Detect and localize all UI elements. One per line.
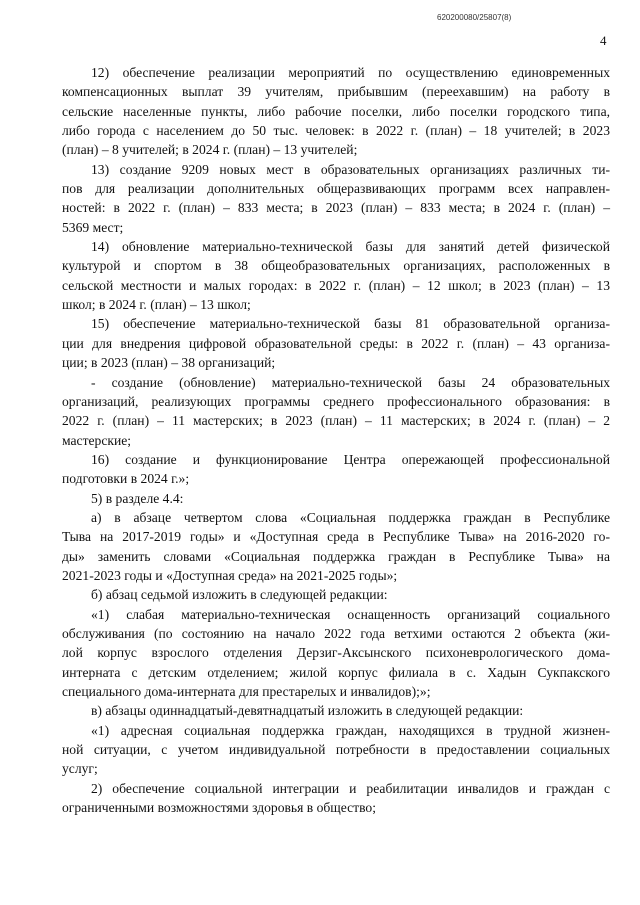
text-line: специального дома-интерната для престарелых и инвалидов);»; (62, 684, 431, 699)
text-line: б) абзац седьмой изложить в следующей редакции: (91, 587, 388, 603)
text-line: лой корпус взрослого отделения Дерзиг-Аксынского психоневрологического дома- (62, 645, 610, 661)
text-line: ной ситуации, с учетом индивидуальной потребности в предоставлении социальных (62, 742, 610, 758)
text-line: мастерские; (62, 432, 132, 448)
text-line: сельские населенные пункты, либо рабочие поселки, либо поселки городского типа, (62, 103, 610, 119)
text-line: Тыва на 2017-2019 годы» и «Доступная среда в Республике Тыва» на 2016-2020 го- (62, 529, 610, 545)
text-line: сельской местности и малых городах: в 2022 г. (план) – 12 школ; в 2023 (план) – 13 (62, 277, 610, 293)
text-line: 16) создание и функционирование Центра опережающей профессиональной (91, 451, 610, 467)
text-line: 13) создание 9209 новых мест в образовательных организациях различных ти- (91, 161, 610, 177)
text-line: ции; в 2023 (план) – 38 организаций; (62, 355, 276, 371)
text-line: школ; в 2024 г. (план) – 13 школ; (62, 297, 251, 313)
text-line: (план) – 8 учителей; в 2024 г. (план) – 13 учителей; (62, 142, 358, 158)
page-number: 4 (600, 33, 607, 48)
text-line: 5369 мест; (62, 219, 124, 235)
text-line: а) в абзаце четвертом слова «Социальная поддержка граждан в Республике (91, 509, 610, 525)
document-body (62, 63, 610, 817)
text-line: ностей: в 2022 г. (план) – 833 места; в 2023 (план) – 833 места; в 2024 г. (план) – (62, 200, 610, 216)
text-line: 2022 г. (план) – 11 мастерских; в 2023 (план) – 11 мастерских; в 2024 г. (план) – 2 (62, 413, 610, 429)
text-line: ции для внедрения цифровой образовательной среды: в 2022 г. (план) – 43 организа- (62, 335, 610, 351)
text-line: интерната с детским отделением; жилой корпус филиала в с. Хадын Сукпакского (62, 664, 610, 680)
text-line: компенсационных выплат 39 учителям, прибывшим (переехавшим) на работу в (62, 84, 610, 100)
text-line: - создание (обновление) материально-технической базы 24 образовательных (91, 374, 610, 390)
text-line: 2) обеспечение социальной интеграции и реабилитации инвалидов и граждан с (91, 780, 610, 796)
text-line: «1) адресная социальная поддержка граждан, находящихся в трудной жизнен- (91, 722, 610, 738)
text-line: ограниченными возможностями здоровья в общество; (62, 800, 377, 816)
text-line: культурой и спортом в 38 общеобразовательных организациях, расположенных в (62, 258, 610, 274)
text-line: услуг; (62, 761, 98, 777)
text-line: 5) в разделе 4.4: (91, 490, 184, 506)
text-line: либо города с населением до 50 тыс. человек: в 2022 г. (план) – 18 учителей; в 2023 (62, 123, 610, 139)
text-line: 14) обновление материально-технической базы для занятий детей физической (91, 239, 610, 255)
text-line: 12) обеспечение реализации мероприятий по осуществлению единовременных (91, 65, 610, 80)
text-line: подготовки в 2024 г.»; (62, 471, 190, 487)
text-line: пов для реализации дополнительных общеразвивающих программ всех направлен- (62, 181, 610, 197)
text-line: «1) слабая материально-техническая оснащенность организаций социального (91, 606, 610, 622)
text-line: обслуживания (по состоянию на начало 2022 года ветхими остаются 2 объекта (жи- (62, 625, 610, 641)
text-line: в) абзацы одиннадцатый-девятнадцатый изложить в следующей редакции: (91, 703, 524, 719)
document-id: 620200080/25807(8) (437, 13, 512, 22)
text-line: 2021-2023 годы и «Доступная среда» на 2021-2025 годы»; (62, 567, 398, 583)
text-line: организаций, реализующих программы среднего профессионального образования: в (62, 393, 610, 409)
text-line: 15) обеспечение материально-технической базы 81 образовательной организа- (91, 316, 610, 332)
text-line: ды» заменить словами «Социальная поддержка граждан в Республике Тыва» на (62, 548, 610, 564)
